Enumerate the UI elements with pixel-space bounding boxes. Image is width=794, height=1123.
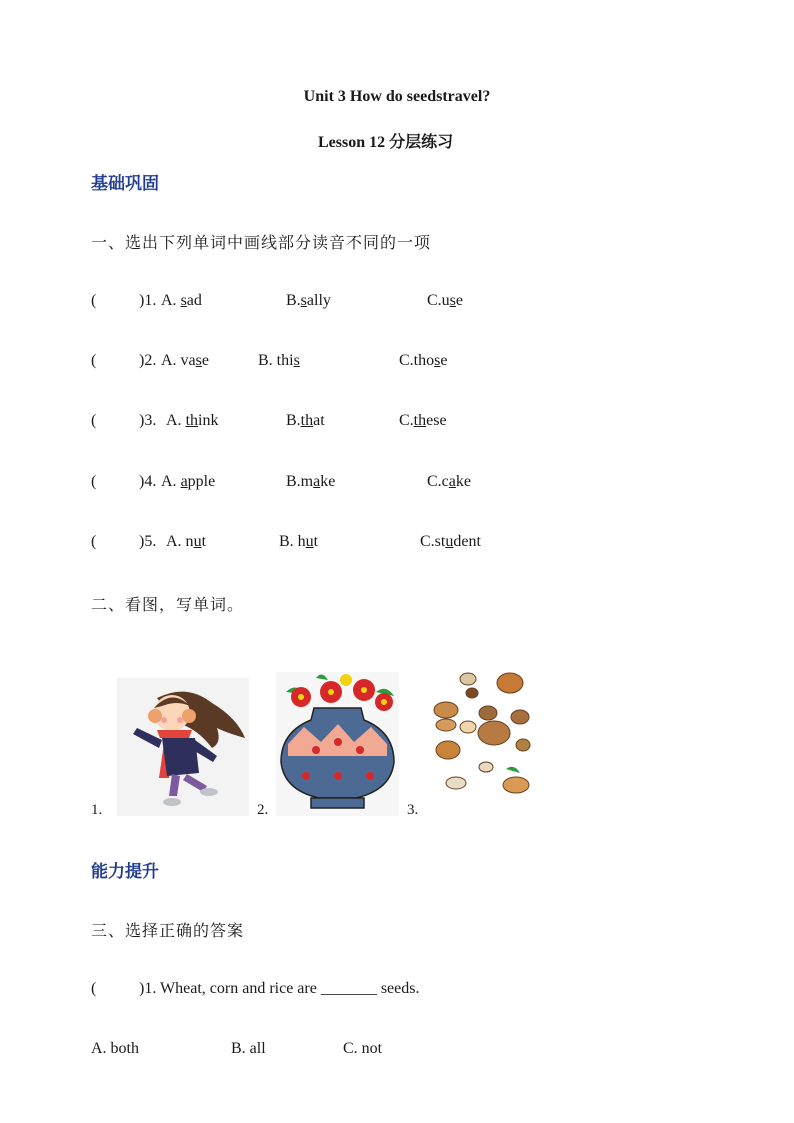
picture-number-3: 3. bbox=[407, 802, 419, 818]
underlined-part: a bbox=[313, 473, 321, 490]
question-number: )2. bbox=[139, 352, 157, 369]
underlined-part: a bbox=[448, 473, 456, 490]
option-text: e bbox=[201, 352, 209, 369]
underlined-part: th bbox=[185, 412, 199, 429]
option-text: B.m bbox=[286, 473, 314, 490]
part2-heading: 二、看图，写单词。 bbox=[91, 595, 245, 614]
option-c bbox=[427, 292, 463, 310]
question-number: )4. bbox=[139, 473, 157, 490]
option-text: pple bbox=[187, 473, 216, 490]
option-text: ally bbox=[306, 292, 331, 309]
underlined-part: s bbox=[434, 352, 441, 369]
option-b bbox=[286, 473, 335, 491]
option-text: A. bbox=[166, 412, 186, 429]
q3-1-option-b: B. all bbox=[231, 1040, 266, 1057]
underlined-part: s bbox=[180, 292, 187, 309]
option-text: C.st bbox=[420, 533, 446, 550]
question-paren-open: ( bbox=[91, 533, 97, 550]
option-text: t bbox=[201, 533, 207, 550]
option-a bbox=[161, 292, 202, 310]
section-label-basic: 基础巩固 bbox=[91, 174, 159, 194]
underlined-part: u bbox=[305, 533, 314, 550]
option-b bbox=[286, 412, 325, 430]
page-title: Unit 3 How do seedstravel? bbox=[303, 88, 491, 105]
question-paren-open: ( bbox=[91, 412, 97, 429]
option-text: ke bbox=[455, 473, 471, 490]
option-text: ink bbox=[198, 412, 219, 429]
part1-heading: 一、选出下列单词中画线部分读音不同的一项 bbox=[91, 233, 432, 252]
option-text: C.u bbox=[427, 292, 450, 309]
option-text: A. bbox=[161, 292, 181, 309]
option-a bbox=[161, 352, 209, 370]
option-text: B. bbox=[286, 292, 301, 309]
option-text: A. va bbox=[161, 352, 196, 369]
option-text: B. h bbox=[279, 533, 306, 550]
q3-1-paren: ( bbox=[91, 980, 97, 997]
option-text: e bbox=[440, 352, 448, 369]
option-text: A. bbox=[161, 473, 181, 490]
underlined-part: s bbox=[293, 352, 300, 369]
q3-1-text: )1. Wheat, corn and rice are _______ seeds. bbox=[139, 980, 420, 997]
option-text: e bbox=[455, 292, 464, 309]
nuts-icon bbox=[428, 665, 535, 800]
underlined-part: u bbox=[445, 533, 454, 550]
underlined-part: th bbox=[300, 412, 314, 429]
picture-number-1: 1. bbox=[91, 802, 103, 818]
picture-number-2: 2. bbox=[257, 802, 269, 818]
option-b bbox=[279, 533, 318, 551]
option-c bbox=[427, 473, 471, 491]
option-a bbox=[161, 473, 215, 491]
page-subtitle: Lesson 12 分层练习 bbox=[318, 134, 454, 151]
option-a bbox=[166, 533, 206, 551]
option-text: ad bbox=[186, 292, 202, 309]
option-c bbox=[399, 412, 447, 430]
underlined-part: th bbox=[413, 412, 427, 429]
question-number: )5. bbox=[139, 533, 157, 550]
underlined-part: s bbox=[300, 292, 307, 309]
part3-heading: 三、选择正确的答案 bbox=[91, 921, 245, 940]
question-paren-open: ( bbox=[91, 473, 97, 490]
option-text: B. thi bbox=[258, 352, 294, 369]
question-paren-open: ( bbox=[91, 292, 97, 309]
option-text: ese bbox=[426, 412, 447, 429]
option-text: C.c bbox=[427, 473, 449, 490]
option-text: A. n bbox=[166, 533, 194, 550]
underlined-part: s bbox=[195, 352, 202, 369]
option-text: B. bbox=[286, 412, 301, 429]
option-c bbox=[420, 533, 481, 551]
section-label-advanced: 能力提升 bbox=[91, 862, 159, 882]
option-text: ke bbox=[320, 473, 336, 490]
underlined-part: s bbox=[449, 292, 456, 309]
option-b bbox=[258, 352, 300, 370]
girl-winter-icon bbox=[117, 678, 249, 816]
underlined-part: u bbox=[193, 533, 202, 550]
option-text: t bbox=[313, 533, 319, 550]
option-text: C. bbox=[399, 412, 414, 429]
flower-vase-icon bbox=[276, 672, 399, 816]
option-c bbox=[399, 352, 447, 370]
option-text: dent bbox=[453, 533, 481, 550]
option-text: C.tho bbox=[399, 352, 435, 369]
option-text: at bbox=[313, 412, 325, 429]
underlined-part: a bbox=[180, 473, 188, 490]
q3-1-option-a: A. both bbox=[91, 1040, 139, 1057]
question-paren-open: ( bbox=[91, 352, 97, 369]
question-number: )1. bbox=[139, 292, 157, 309]
option-a bbox=[166, 412, 218, 430]
q3-1-option-c: C. not bbox=[343, 1040, 383, 1057]
question-number: )3. bbox=[139, 412, 157, 429]
option-b bbox=[286, 292, 331, 310]
